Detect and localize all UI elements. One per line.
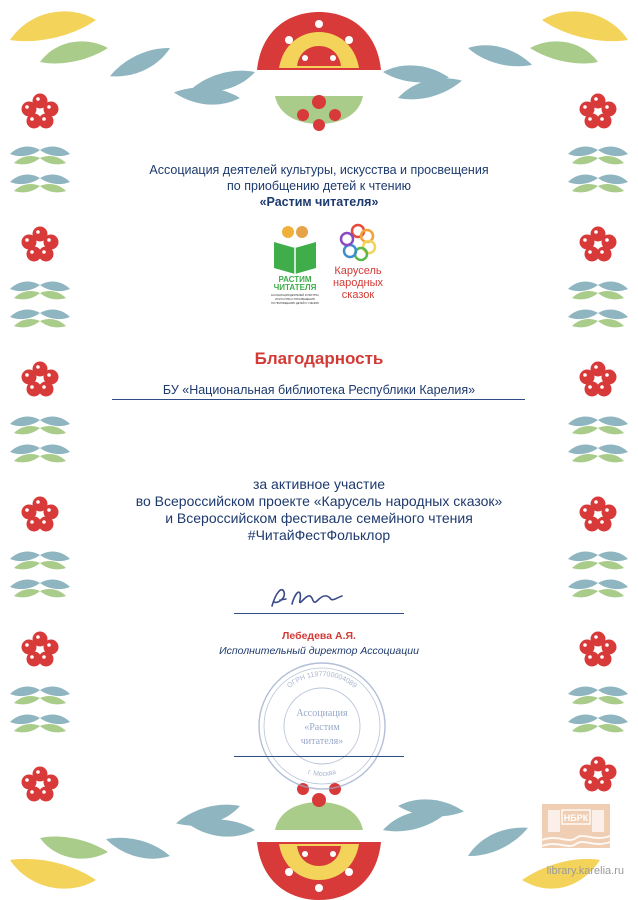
organization-line-1: Ассоциация деятелей культуры, искусства и просвещения xyxy=(149,163,489,177)
gratitude-line-4: #ЧитайФестФольклор xyxy=(247,527,391,543)
logo-left-caption1: АССОЦИАЦИЯ ДЕЯТЕЛЕЙ КУЛЬТУРЫ, xyxy=(270,294,320,297)
recipient-underline xyxy=(112,399,525,400)
logo-right-line3: сказок xyxy=(341,289,375,301)
stamp-center-1: Ассоциация xyxy=(296,708,348,719)
gratitude-text xyxy=(0,476,638,544)
organization-line-2: по приобщению детей к чтению xyxy=(227,179,411,193)
logo-left-caption3: ПО ПРИОБЩЕНИЮ ДЕТЕЙ К ЧТЕНИЮ xyxy=(270,302,320,305)
stamp-center-2: «Растим xyxy=(304,722,340,733)
logo-left-line1: РАСТИМ xyxy=(278,275,312,284)
partner-logos xyxy=(266,222,386,312)
watermark-site: library.karelia.ru xyxy=(546,865,624,877)
rastim-chitatelya-logo xyxy=(271,226,319,305)
badge-text: НБРК xyxy=(563,813,589,823)
stamp-ring-bottom: г. Москва xyxy=(306,768,338,779)
organization-stamp xyxy=(256,660,388,792)
nbrk-library-logo xyxy=(538,800,614,858)
karusel-skazok-logo xyxy=(333,225,384,301)
signature-line xyxy=(234,613,404,614)
logo-left-line2: ЧИТАТЕЛЯ xyxy=(273,283,317,292)
document-title: Благодарность xyxy=(254,349,384,368)
organization-line-3: «Растим читателя» xyxy=(259,195,379,209)
logo-right-line2: народных xyxy=(332,277,384,289)
organization-name xyxy=(0,162,638,210)
handwritten-signature xyxy=(262,582,352,614)
recipient-name: БУ «Национальная библиотека Республики Карелия» xyxy=(162,383,476,397)
stamp-line xyxy=(234,756,404,757)
logo-left-caption2: ИСКУССТВА И ПРОСВЕЩЕНИЯ xyxy=(275,298,315,301)
svg-text:г. Москва xyxy=(307,769,337,778)
gratitude-line-2: во Всероссийском проекте «Карусель народных сказок» xyxy=(135,493,503,509)
stamp-ring-top: ОГРН 1197700004089 xyxy=(286,670,358,690)
signatory-position: Исполнительный директор Ассоциации xyxy=(219,645,419,657)
logo-right-line1: Карусель xyxy=(334,265,382,277)
signatory-name: Лебедева А.Я. xyxy=(282,630,356,642)
gratitude-line-3: и Всероссийском фестивале семейного чтения xyxy=(165,510,473,526)
stamp-center-3: читателя» xyxy=(300,736,344,747)
gratitude-line-1: за активное участие xyxy=(252,476,386,492)
